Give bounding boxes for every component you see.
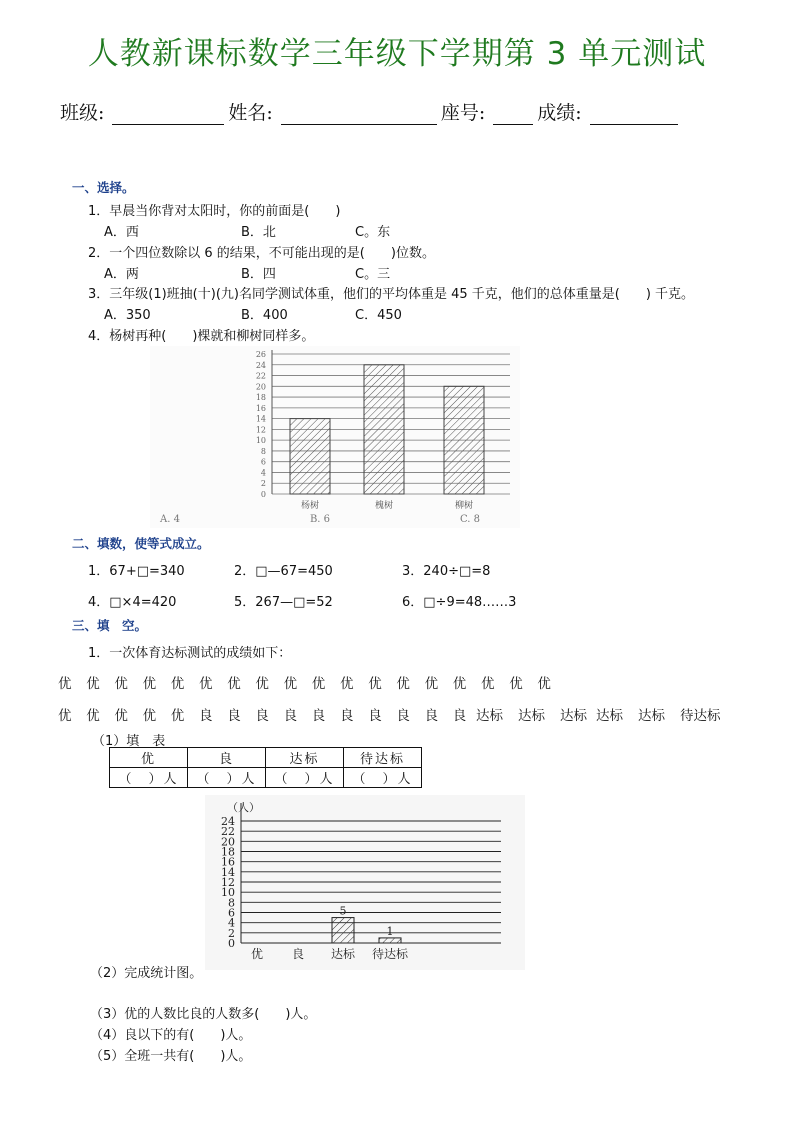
chart2-category-label: 优: [250, 947, 264, 961]
grade-mark: 优: [509, 676, 523, 692]
grade-count-table: [109, 747, 422, 788]
chart1-category-label: 槐树: [374, 501, 394, 511]
chart2-y-tick: 4: [228, 916, 235, 930]
name-blank[interactable]: [281, 104, 437, 125]
student-info-line: [60, 98, 682, 125]
chart2-y-tick: 12: [221, 876, 235, 889]
page-title: 人教新课标数学三年级下学期第 3 单元测试: [87, 36, 707, 72]
seat-blank[interactable]: [493, 104, 533, 125]
equation-6: 6．□÷9=48……3: [402, 595, 517, 610]
grade-mark: 达标: [560, 708, 587, 724]
table-cell[interactable]: （ ）人: [266, 768, 344, 788]
grade-mark: 良: [283, 708, 298, 724]
equation-5: 5．267—□=52: [234, 595, 333, 610]
grade-mark: 达标: [596, 708, 623, 724]
question-4: 4．杨树再种( )棵就和柳树同样多。: [88, 329, 315, 344]
chart1-bar: [364, 365, 404, 494]
chart1-option-label: C. 8: [459, 514, 481, 525]
table-cell[interactable]: （ ）人: [188, 768, 266, 788]
section2-heading: 二、填数，使等式成立。: [72, 536, 210, 551]
grade-mark: 优: [396, 676, 410, 692]
chart1-y-tick: 20: [255, 382, 266, 392]
grade-mark: 良: [452, 708, 467, 724]
q3-option-b: B．400: [241, 308, 288, 323]
equation-3: 3．240÷□=8: [402, 564, 491, 579]
grade-mark: 优: [142, 708, 157, 724]
grade-mark: 良: [396, 708, 410, 724]
subquestion-4: （4）良以下的有( )人。: [90, 1028, 252, 1043]
chart2-y-tick: 24: [221, 815, 235, 828]
chart1-option-label: A. 4: [160, 514, 180, 525]
question-3-1: 1．一次体育达标测试的成绩如下：: [88, 646, 292, 661]
chart1-y-tick: 12: [255, 425, 266, 435]
table-header: 优: [110, 748, 188, 768]
chart2-category-label: 达标: [330, 947, 356, 961]
grade-mark: 优: [311, 676, 326, 692]
chart2-y-tick: 8: [228, 896, 235, 910]
equation-2: 2．□—67=450: [234, 564, 333, 579]
q1-option-b: B．北: [241, 225, 276, 240]
grade-mark: 优: [86, 708, 100, 724]
chart2-value-label: 1: [386, 924, 394, 938]
grade-mark: 良: [424, 708, 439, 724]
seat-label: 座号:: [440, 102, 486, 124]
q1-option-a: A．西: [104, 225, 139, 240]
question-1: 1．早晨当你背对太阳时，你的前面是( ): [88, 204, 341, 219]
section3-heading: 三、填 空。: [72, 618, 148, 633]
chart1-y-tick: 22: [255, 371, 266, 381]
chart1-y-tick: 14: [255, 414, 266, 424]
chart2-y-tick: 22: [221, 825, 235, 839]
q3-option-c: C．450: [355, 308, 402, 323]
table-row: [110, 768, 422, 788]
grade-mark: 优: [537, 676, 551, 692]
grade-mark: 优: [114, 676, 128, 692]
subquestion-5: （5）全班一共有( )人。: [90, 1049, 252, 1064]
chart2-bar: [332, 918, 354, 943]
table-header-row: [110, 748, 422, 768]
grade-mark: 优: [199, 676, 213, 692]
question-3: 3．三年级(1)班抽(十)(九)名同学测试体重，他们的平均体重是 45 千克，他们的总体重量是( ) 千克。: [88, 287, 695, 302]
chart1-y-tick: 18: [255, 393, 266, 403]
score-label: 成绩:: [537, 102, 582, 124]
chart2-category-label: 待达标: [371, 947, 409, 961]
table-header: 良: [188, 748, 266, 768]
grade-mark: 优: [58, 676, 72, 692]
chart1-y-tick: 10: [255, 436, 266, 446]
chart1-y-tick: 8: [260, 446, 266, 456]
chart2-value-label: 5: [339, 904, 347, 918]
grade-mark: 良: [255, 708, 269, 724]
grade-mark: 良: [199, 708, 213, 724]
chart1-category-label: 柳树: [454, 501, 474, 511]
grade-mark: 良: [227, 708, 241, 724]
q2-option-b: B．四: [241, 267, 276, 282]
q2-option-c: C。三: [355, 267, 391, 282]
table-header: 待达标: [344, 748, 422, 768]
grade-mark: 良: [368, 708, 382, 724]
chart2-y-tick: 2: [228, 926, 235, 940]
chart1-y-tick: 24: [255, 360, 266, 370]
equation-1: 1．67+□=340: [88, 564, 185, 579]
grade-mark: 优: [114, 708, 128, 724]
chart2-y-tick: 10: [221, 886, 235, 900]
table-header: 达标: [266, 748, 344, 768]
grade-mark: 优: [368, 676, 382, 692]
chart2-y-tick: 14: [221, 865, 235, 879]
grade-mark: 优: [283, 676, 298, 692]
chart1-category-label: 杨树: [300, 501, 320, 511]
table-cell[interactable]: （ ）人: [110, 768, 188, 788]
q2-option-a: A．两: [104, 267, 139, 282]
grade-mark: 优: [227, 676, 241, 692]
grade-mark: 良: [311, 708, 326, 724]
chart2-y-tick: 0: [228, 937, 235, 950]
name-label: 姓名:: [228, 102, 273, 124]
grade-mark: 优: [58, 708, 72, 724]
grade-mark: 达标: [518, 708, 545, 724]
grade-mark: 优: [170, 708, 185, 724]
chart2-y-tick: 20: [221, 835, 235, 849]
subquestion-1: （1）填 表: [92, 734, 166, 749]
grade-mark: 待达标: [680, 708, 721, 724]
chart2-bar: [379, 938, 401, 943]
tree-bar-chart: [150, 346, 520, 528]
chart1-y-tick: 2: [260, 479, 266, 489]
grade-mark: 良: [340, 708, 354, 724]
grade-mark: 优: [170, 676, 185, 692]
equation-4: 4．□×4=420: [88, 595, 177, 610]
chart2-category-label: 良: [291, 947, 305, 961]
grade-mark: 优: [255, 676, 269, 692]
subquestion-3: （3）优的人数比良的人数多( )人。: [90, 1007, 317, 1022]
grade-mark: 达标: [638, 708, 665, 724]
grade-mark: 达标: [476, 708, 503, 724]
chart1-y-tick: 4: [260, 468, 266, 478]
q3-option-a: A．350: [104, 308, 151, 323]
grade-mark: 优: [142, 676, 157, 692]
subquestion-2: （2）完成统计图。: [90, 966, 203, 981]
grade-mark: 优: [481, 676, 495, 692]
class-blank[interactable]: [112, 104, 224, 125]
class-label: 班级:: [60, 102, 105, 124]
grade-bar-chart: [205, 795, 525, 970]
score-blank[interactable]: [590, 104, 678, 125]
grade-mark: 优: [86, 676, 100, 692]
q1-option-c: C。东: [355, 225, 391, 240]
question-2: 2．一个四位数除以 6 的结果，不可能出现的是( )位数。: [88, 246, 435, 261]
chart1-option-label: B. 6: [309, 514, 331, 525]
grade-mark: 优: [340, 676, 354, 692]
grade-mark: 优: [424, 676, 439, 692]
grade-mark: 优: [452, 676, 467, 692]
chart1-y-tick: 26: [255, 350, 266, 359]
chart1-bar: [444, 386, 484, 494]
chart1-bar: [290, 419, 330, 494]
table-cell[interactable]: （ ）人: [344, 768, 422, 788]
chart1-y-tick: 16: [255, 403, 266, 413]
chart2-y-tick: 18: [221, 845, 235, 859]
chart1-y-tick: 6: [260, 457, 266, 467]
chart2-y-tick: 6: [228, 906, 235, 920]
chart2-unit-label: （人）: [227, 801, 260, 814]
chart1-y-tick: 0: [260, 490, 266, 499]
chart2-y-tick: 16: [221, 855, 235, 869]
section1-heading: 一、选择。: [72, 180, 135, 195]
